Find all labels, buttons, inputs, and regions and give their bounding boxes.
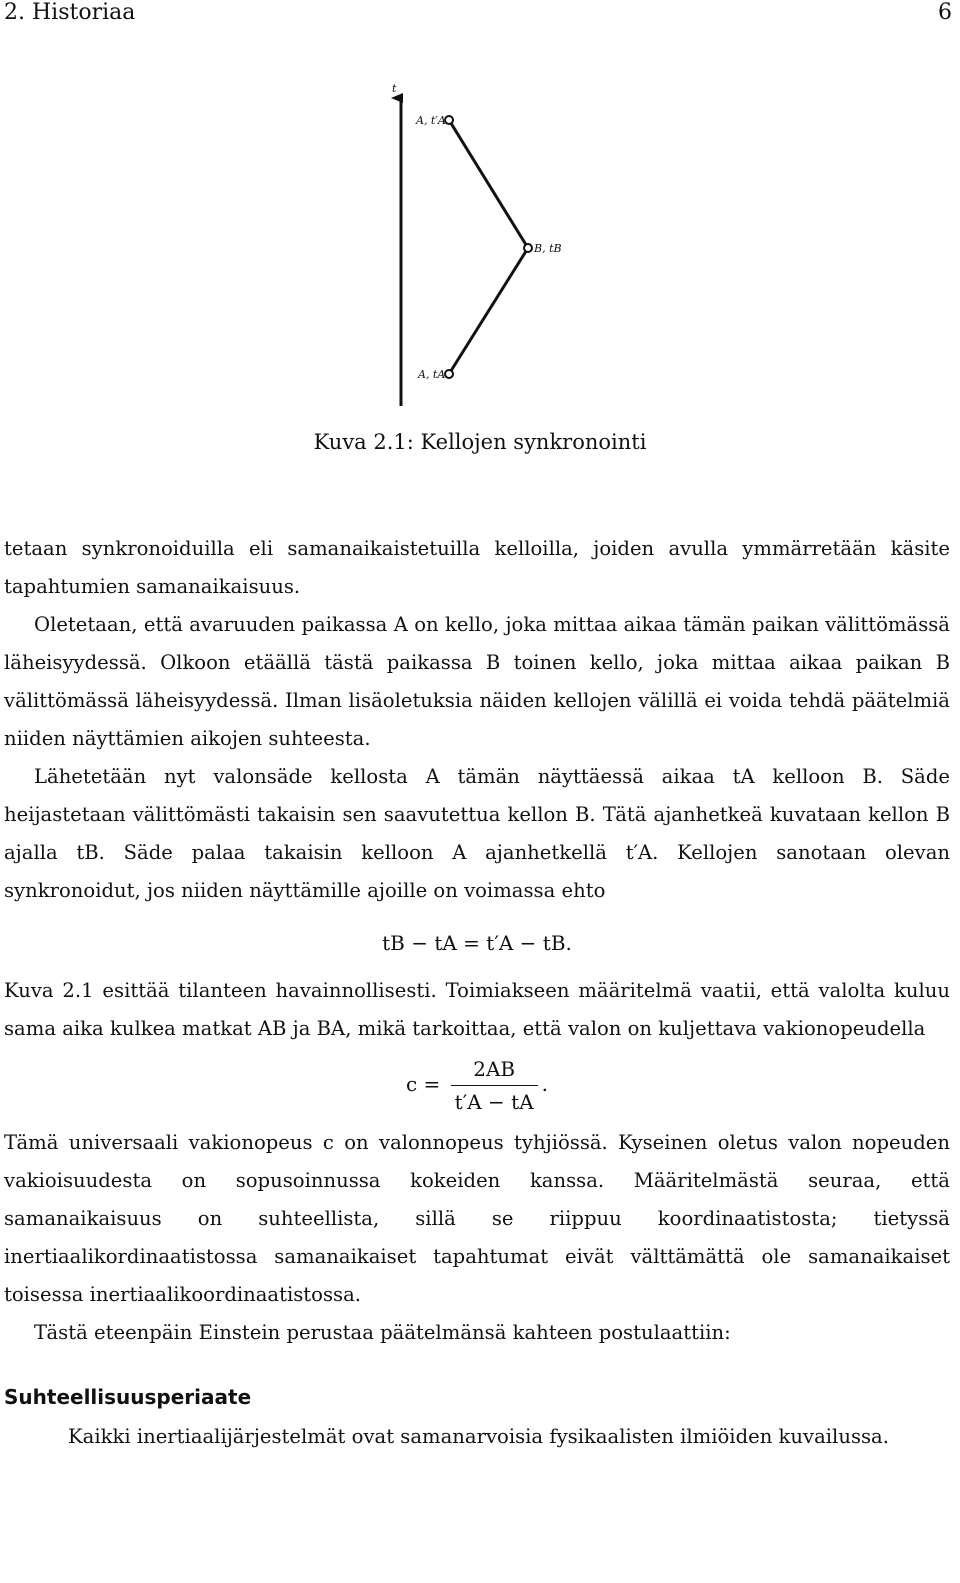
paragraph-5: Tämä universaali vakionopeus c on valonnopeus tyhjiössä. Kyseinen oletus valon nopeuden vakioisuudesta on sopusoinnussa kokeiden kanssa. Määritelmästä seuraa, että samanaikaisuus on suhteellista, sillä se riippuu koordinaatistosta; tietyssä inertiaalikordinaatistossa samanaikaiset tapahtumat eivät välttämättä ole samanaikaiset toisessa inertiaalikoordinaatistossa.	[4, 1131, 950, 1306]
clock-sync-figure	[380, 78, 580, 418]
event-A-return	[445, 116, 453, 124]
running-header	[4, 0, 952, 30]
equation-fraction	[451, 1053, 538, 1118]
paragraph-2: Oletetaan, että avaruuden paikassa A on kello, joka mittaa aikaa tämän paikan välittömässä läheisyydessä. Olkoon etäällä tästä paikassa B toinen kello, joka mittaa aikaa paikan B välittömässä läheisyydessä. Ilman lisäoletuksia näiden kellojen välillä ei voida tehdä päätelmiä niiden näyttämien aikojen suhteesta.	[4, 613, 950, 750]
page-number: 6	[938, 0, 952, 25]
event-B	[524, 244, 532, 252]
label-A-prime: A, t′A	[416, 114, 446, 127]
section-title: 2. Historiaa	[4, 0, 136, 25]
light-ray-return	[449, 120, 528, 248]
equation-numerator: 2AB	[451, 1053, 538, 1086]
equation-denominator: t′A − tA	[454, 1090, 534, 1114]
paragraph-1: tetaan synkronoiduilla eli samanaikaistetuilla kelloilla, joiden avulla ymmärretään käsite tapahtumien samanaikaisuus.	[4, 537, 950, 598]
time-axis-label: t	[392, 82, 397, 95]
postulate-heading: Suhteellisuusperiaate	[4, 1385, 252, 1409]
event-A-emit	[445, 370, 453, 378]
equation-period: .	[541, 1072, 549, 1096]
paragraph-3: Lähetetään nyt valonsäde kellosta A tämän näyttäessä aikaa tA kelloon B. Säde heijastetaan välittömästi takaisin sen saavutettua kellon B. Tätä ajanhetkeä kuvataan kellon B ajalla tB. Säde palaa takaisin kelloon A ajanhetkellä t′A. Kellojen sanotaan olevan synkronoidut, jos niiden näyttämille ajoille on voimassa ehto	[4, 765, 950, 902]
paragraph-6: Tästä eteenpäin Einstein perustaa päätelmänsä kahteen postulaattiin:	[34, 1321, 731, 1344]
label-B: B, tB	[534, 242, 562, 255]
light-ray-outgoing	[449, 248, 528, 374]
label-A: A, tA	[418, 368, 446, 381]
figure-caption: Kuva 2.1: Kellojen synkronointi	[313, 430, 647, 454]
equation-sync-condition: tB − tA = t′A − tB.	[382, 931, 572, 955]
paragraph-4: Kuva 2.1 esittää tilanteen havainnollisesti. Toimiakseen määritelmä vaatii, että valolta kuluu sama aika kulkea matkat AB ja BA, mikä tarkoittaa, että valon on kuljettava vakionopeudella	[4, 979, 950, 1040]
postulate-text: Kaikki inertiaalijärjestelmät ovat samanarvoisia fysikaalisten ilmiöiden kuvailussa.	[68, 1425, 889, 1448]
equation-lhs: c =	[405, 1072, 441, 1096]
body-text	[4, 530, 950, 1456]
equation-light-speed	[4, 1048, 950, 1120]
